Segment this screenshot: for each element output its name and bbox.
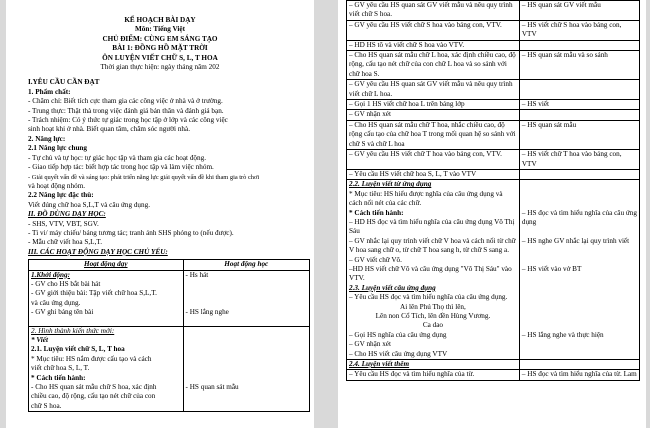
table-row <box>347 180 640 360</box>
sub-heading: 2.2 Năng lực đặc thù: <box>28 191 94 200</box>
text-line: - Giao tiếp hợp tác: biết hợp tác trong học tập và làm việc nhóm. <box>28 163 214 172</box>
activities-table <box>28 259 310 412</box>
theme-label: CHỦ ĐIỂM: CÙNG EM SÁNG TẠO <box>102 34 218 43</box>
cell-line: - GV cho HS bắt bài hát <box>31 279 101 288</box>
table-row <box>347 40 640 50</box>
cell-line: Ca dao <box>422 321 444 330</box>
cell-line: 1.Khởi động: <box>31 270 71 279</box>
cell-line: – HS nghe GV nhắc lại quy trình viết <box>521 236 630 245</box>
sub-heading: 2.1 Năng lực chung <box>28 144 88 153</box>
table-row <box>347 370 640 380</box>
teacher-cell: – GV yêu cầu HS viết chữ T hoa vào bảng con, VTV. <box>347 150 520 170</box>
teacher-cell: – GV yêu cầu HS quan sát GV viết mẫu và nêu quy trình viết chữ L hoa. <box>347 80 520 100</box>
cell-line: – HD HS đọc và tìm hiểu nghĩa của câu ứng dụng Võ Thị Sáu <box>349 217 515 236</box>
student-cell: – HS quan sát mẫu và so sánh <box>519 51 639 80</box>
student-cell: – HS viết chữ T hoa vào bảng con, VTV <box>519 150 639 170</box>
cell-line: * Viết <box>31 336 48 344</box>
cell-line: – GV viết chữ Võ. <box>349 255 402 264</box>
text-line: - SHS, VTV, VBT, SGV. <box>28 219 99 228</box>
subject-label: Môn: Tiếng Việt <box>134 25 186 34</box>
student-cell: – HS đọc và tìm hiểu nghĩa của từ. Lam <box>519 370 639 380</box>
cell-line: - HS quan sát mẫu <box>185 383 239 392</box>
student-cell <box>519 360 639 370</box>
cell-line: – HS lắng nghe và thực hiện <box>521 330 604 339</box>
cell-line: chữ S hoa. <box>31 401 62 410</box>
teacher-cell: 2.4. Luyện viết thêm <box>347 360 520 370</box>
cell-line: chiều cao, độ rộng, cấu tạo nét chữ của con <box>31 392 156 401</box>
student-cell <box>519 110 639 120</box>
cell-line: - GV ghi bảng tên bài <box>31 308 94 317</box>
text-line: - Giải quyết vấn đề và sáng tạo: phát triển năng lực giải quyết vấn đề khi tham gia trò chơi <box>28 173 260 181</box>
teacher-cell: – GV yêu cầu HS quan sát GV viết mẫu và nêu quy trình viết chữ S hoa. <box>347 1 520 21</box>
cell-line: - Cho HS quan sát mẫu chữ S hoa, xác định <box>31 383 157 392</box>
cell-line: - GV giới thiệu bài: Tập viết chữ hoa S,L,T. <box>31 289 157 298</box>
col-teacher-header: Hoạt động dạy <box>29 260 184 270</box>
text-line: Viết đúng chữ hoa S,L,T và câu ứng dụng. <box>28 200 151 209</box>
student-cell <box>519 40 639 50</box>
teacher-cell: – GV yêu cầu HS viết chữ S hoa vào bảng con, VTV. <box>347 20 520 40</box>
table-row <box>347 20 640 40</box>
cell-line: – HS viết vào vở BT <box>521 264 582 273</box>
student-cell: – HS quan sát mẫu <box>519 120 639 149</box>
text-line: - Trung thực: Thật thà trong việc đánh giá bản thân và đánh giá bạn. <box>28 106 224 115</box>
section-heading: II. ĐỒ DÙNG DẠY HỌC: <box>28 210 106 219</box>
student-cell <box>519 169 639 179</box>
student-cell: – HS viết <box>519 100 639 110</box>
student-cell: – HS quan sát GV viết mẫu <box>519 1 639 21</box>
teacher-cell: – Yêu cầu HS viết chữ hoa S, L, T vào VTV <box>347 169 520 179</box>
lesson-subtitle: ÔN LUYỆN VIẾT CHỮ S, L, T HOA <box>102 53 218 62</box>
cell-line: – GV nhắc lại quy trình viết chữ V hoa và cách nối từ chữ V hoa sang chữ o, từ chữ T hoa sang h, từ chữ S sang a. <box>349 236 516 255</box>
sub-heading: 2. Năng lực: <box>28 134 66 143</box>
cell-line: * Cách tiến hành: <box>31 373 86 382</box>
cell-line: – GV nhận xét <box>349 340 391 349</box>
time-line: Thời gian thực hiện: ngày tháng năm 202 <box>100 63 220 72</box>
text-line: - Mẫu chữ viết hoa S,L,T. <box>28 238 103 247</box>
section-heading: III. CÁC HOẠT ĐỘNG DẠY HỌC CHỦ YẾU: <box>28 247 168 256</box>
text-line: - Tự chủ và tự học: tự giác học tập và tham gia các hoạt động. <box>28 153 207 162</box>
table-row <box>347 100 640 110</box>
cell-line: Ai lên Phú Thọ thì lên, <box>400 302 466 311</box>
table-row <box>347 1 640 21</box>
student-cell <box>519 80 639 100</box>
table-row <box>347 150 640 170</box>
cell-line: – Gọi HS nghĩa của câu ứng dụng <box>349 330 447 339</box>
cell-line: viết chữ hoa S, L, T. <box>31 364 90 373</box>
cell-line: và câu ứng dụng. <box>31 298 81 307</box>
table-row <box>347 51 640 80</box>
text-line: - Chăm chỉ: Biết tích cực tham gia các công việc ở nhà và ở trường. <box>28 97 223 106</box>
sub-heading: 1. Phẩm chất: <box>28 87 71 96</box>
teacher-cell: – Cho HS quan sát mẫu chữ T hoa, nhắc chiều cao, độ rộng cấu tạo của chữ hoa T trong mối quan hệ so sánh với chữ S và chữ L hoa <box>347 120 520 149</box>
table-row <box>29 326 310 412</box>
cell-line: 2. Hình thành kiến thức mới: <box>31 326 115 335</box>
cell-line: –HD HS viết chữ Võ và câu ứng dụng "Võ Thị Sáu" vào VTV. <box>349 264 512 283</box>
table-row <box>347 80 640 100</box>
text-line: - Trách nhiệm: Có ý thức tự giác trong học tập ở lớp và các công việc <box>28 116 228 125</box>
cell-line: - HS lắng nghe <box>185 308 229 317</box>
lesson-title: BÀI 1: ĐỒNG HỒ MẶT TRỜI <box>112 44 208 53</box>
teacher-cell: – Yêu cầu HS đọc và tìm hiểu nghĩa của từ. <box>347 370 520 380</box>
document-page-1 <box>6 0 314 428</box>
plan-title: KẾ HOẠCH BÀI DẠY <box>124 16 196 24</box>
table-row <box>29 270 310 326</box>
col-student-header: Hoạt động học <box>183 260 309 270</box>
table-row <box>347 110 640 120</box>
cell-line: – Cho HS viết câu ứng dụng VTV <box>349 349 448 358</box>
activities-table-continued <box>346 0 640 381</box>
teacher-cell: – Gọi 1 HS viết chữ hoa L trên bảng lớp <box>347 100 520 110</box>
table-row <box>347 120 640 149</box>
text-line: sinh hoạt khi ở nhà. Biết quan tâm, chăm sóc người nhà. <box>28 125 191 134</box>
document-page-2 <box>338 0 646 428</box>
section-heading: I.YÊU CẦU CẦN ĐẠT <box>28 78 100 87</box>
teacher-cell: – HD HS tô và viết chữ S hoa vào VTV. <box>347 40 520 50</box>
cell-line: 2.2. Luyện viết từ ứng dụng <box>349 180 432 189</box>
student-cell: – HS viết chữ S hoa vào bảng con, VTV <box>519 20 639 40</box>
teacher-cell: – Cho HS quan sát mẫu chữ L hoa, xác định chiều cao, độ rộng, cấu tạo nét chữ của con chữ L hoa và so sánh với chữ hoa S. <box>347 51 520 80</box>
cell-line: * Mục tiêu: HS hiểu được nghĩa của câu ứng dụng và cách nối nét của các chữ. <box>349 189 503 208</box>
table-row <box>347 169 640 179</box>
teacher-cell: – GV nhận xét <box>347 110 520 120</box>
cell-line: – HS đọc và tìm hiểu nghĩa của câu ứng dụng <box>521 208 637 226</box>
cell-line: 2.3. Luyện viết câu ứng dụng <box>349 283 436 292</box>
text-line: - Ti vi/ máy chiếu/ bảng tương tác; tranh ảnh SHS phóng to (nếu được). <box>28 228 234 237</box>
cell-line: * Cách tiến hành: <box>349 208 404 217</box>
cell-line: * Mục tiêu: HS nắm được cấu tạo và cách <box>31 354 152 363</box>
cell-line: – Yêu cầu HS đọc và tìm hiểu nghĩa của câu ứng dụng. <box>349 293 508 302</box>
text-line: và hoạt động nhóm. <box>28 181 86 190</box>
table-row <box>347 360 640 370</box>
cell-line: - Hs hát <box>185 270 209 279</box>
cell-line: Lên non Cổ Tích, lên đền Hùng Vương. <box>375 312 491 320</box>
cell-line: 2.1. Luyện viết chữ S, L, T hoa <box>31 345 125 354</box>
